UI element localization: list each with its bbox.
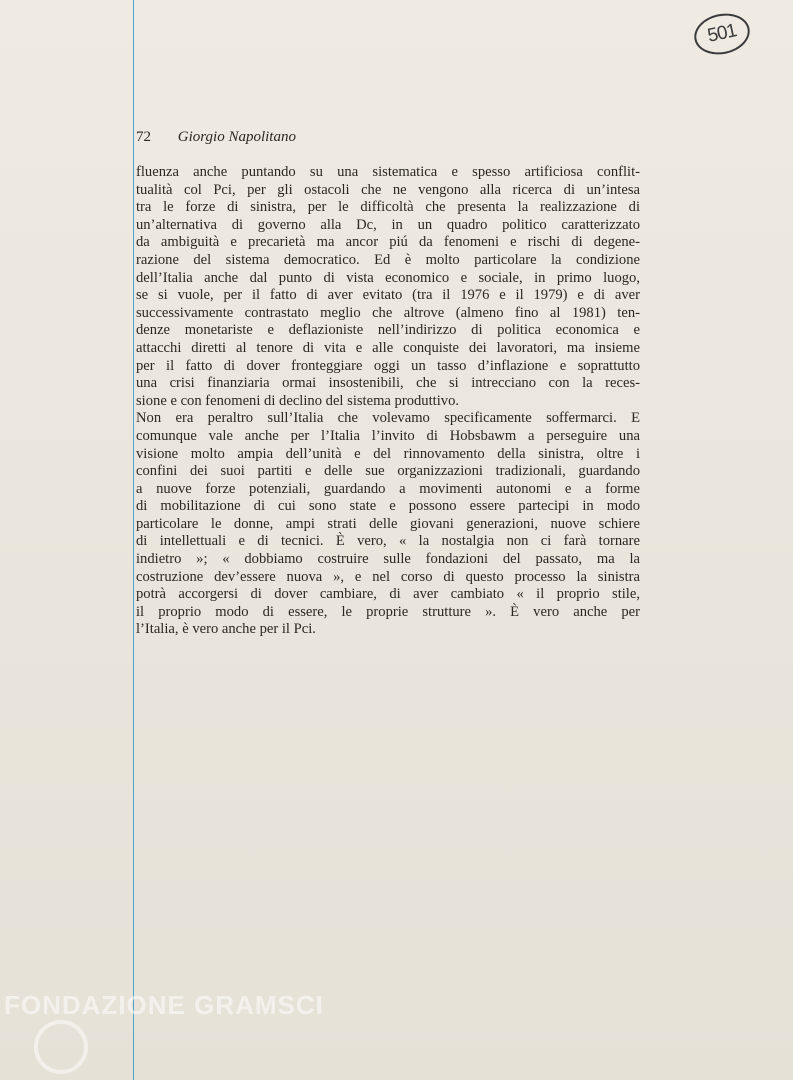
text-line: attacchi diretti al tenore di vita e alle conquiste dei lavoratori, ma insieme [136,339,640,356]
text-line: fluenza anche puntando su una sistematica e spesso artificiosa conflit- [136,164,640,180]
text-line: l’Italia, è vero anche per il Pci. [136,621,316,638]
text-line: tualità col Pci, per gli ostacoli che ne vengono alla ricerca di un’intesa [136,181,640,198]
text-line: da ambiguità e precarietà ma ancor piú da fenomeni e rischi di degene- [136,234,640,251]
text-line: di intellettuali e di tecnici. È vero, « la nostalgia non ci farà tornare [136,533,640,550]
text-line: il proprio modo di essere, le proprie strutture ». È vero anche per [136,603,640,620]
text-line: razione del sistema democratico. Ed è molto particolare la condizione [136,251,640,268]
margin-rule [133,0,134,1080]
watermark: FONDAZIONE GRAMSCI [4,990,324,1020]
page-number: 72 [136,129,151,145]
text-line: di mobilitazione di cui sono state e possono essere partecipi in modo [136,498,640,515]
text-line: visione molto ampia dell’unità e del rinnovamento della sinistra, oltre i [136,445,640,462]
running-header [136,128,636,146]
text-line: sione e con fenomeni di declino del sistema produttivo. [136,392,460,409]
watermark-logo-icon [34,1020,88,1074]
text-line: una crisi finanziaria ormai insostenibili, che si intrecciano con la reces- [136,375,640,392]
archive-stamp [690,9,753,60]
text-line: potrà accorgersi di dover cambiare, di aver cambiato « il proprio stile, [136,586,640,603]
stamp-number: 501 [705,20,739,47]
text-line: per il fatto di dover fronteggiare oggi un tasso d’inflazione e soprattutto [136,357,640,374]
text-line: successivamente contrastato meglio che altrove (almeno fino al 1981) ten- [136,304,640,321]
text-line: denze monetariste e deflazioniste nell’indirizzo di politica economica e [136,322,640,339]
text-line: Non era peraltro sull’Italia che volevamo specificamente soffermarci. E [136,410,640,427]
text-line: dell’Italia anche dal punto di vista economico e sociale, in primo luogo, [136,269,640,286]
text-line: a nuove forze potenziali, guardando a movimenti autonomi e a forme [136,480,640,497]
text-line: comunque vale anche per l’Italia l’invito di Hobsbawm a perseguire una [136,427,640,444]
text-line: un’alternativa di governo alla Dc, in un quadro politico caratterizzato [136,216,640,233]
body-text [136,164,640,639]
text-line: costruzione dev’essere nuova », e nel corso di questo processo la sinistra [136,568,640,585]
text-line: se si vuole, per il fatto di aver evitato (tra il 1976 e il 1979) e di aver [136,287,640,304]
text-line: confini dei suoi partiti e delle sue organizzazioni tradizionali, guardando [136,463,640,480]
text-line: particolare le donne, ampi strati delle giovani generazioni, nuove schiere [136,515,640,532]
running-head-author: Giorgio Napolitano [177,129,296,145]
text-line: tra le forze di sinistra, per le difficoltà che presenta la realizzazione di [136,199,640,216]
text-line: indietro »; « dobbiamo costruire sulle fondazioni del passato, ma la [136,551,640,568]
